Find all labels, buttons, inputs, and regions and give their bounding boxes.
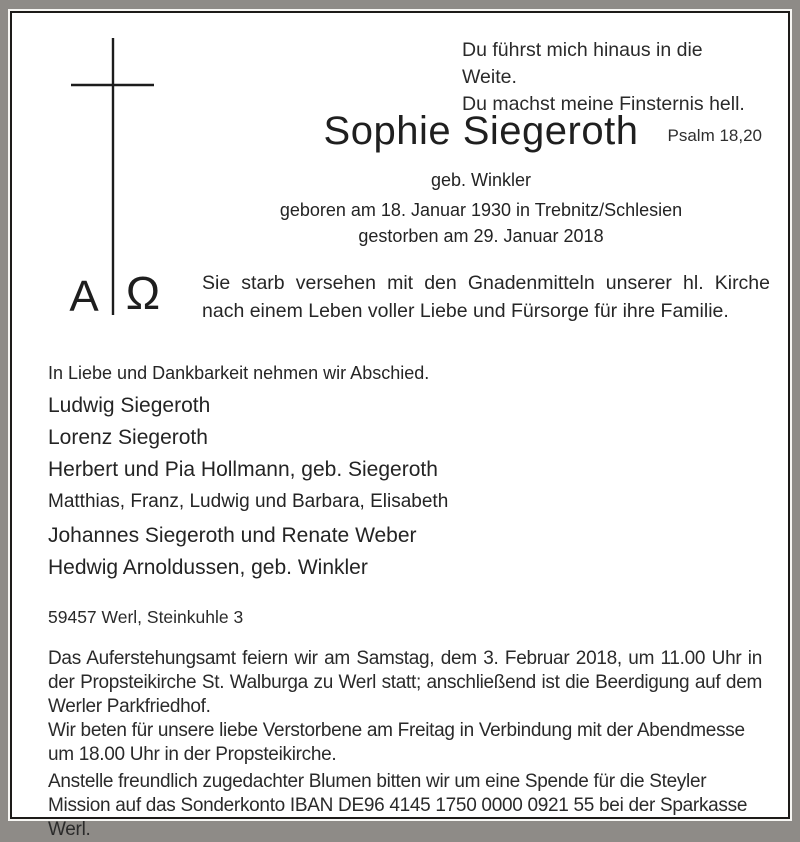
farewell-line: In Liebe und Dankbarkeit nehmen wir Abschied. <box>48 363 430 383</box>
mourners-list <box>48 394 668 588</box>
mourner-line: Lorenz Siegeroth <box>48 426 208 449</box>
intro-paragraph: Sie starb versehen mit den Gnadenmitteln unserer hl. Kirche nach einem Leben voller Liebe und Fürsorge für ihre Familie. <box>202 272 770 322</box>
birth-line: geboren am 18. Januar 1930 in Trebnitz/Schlesien <box>279 200 683 220</box>
header-block <box>192 107 770 249</box>
mourner-line: Ludwig Siegeroth <box>48 394 211 417</box>
mourner-line: Matthias, Franz, Ludwig und Barbara, Elisabeth <box>48 491 449 512</box>
funeral-service-announcement: Das Auferstehungsamt feiern wir am Samstag, dem 3. Februar 2018, um 11.00 Uhr in der Propsteikirche St. Walburga zu Werl statt; anschließend ist die Beerdigung auf dem Werler Parkfriedhof. <box>48 648 762 717</box>
maiden-name: geb. Winkler <box>430 170 532 190</box>
donation-announcement: Anstelle freundlich zugedachter Blumen bitten wir um eine Spende für die Steyler Mission auf das Sonderkonto IBAN DE96 4145 1750 0000 0921 55 bei der Sparkasse Werl. <box>48 771 748 840</box>
alpha-symbol: A <box>69 272 99 321</box>
quote-line-1: Du führst mich hinaus in die Weite. <box>462 39 703 88</box>
obituary-page <box>10 11 790 840</box>
omega-symbol: Ω <box>125 267 161 319</box>
mourner-line: Hedwig Arnoldussen, geb. Winkler <box>48 556 368 579</box>
mourner-line: Johannes Siegeroth und Renate Weber <box>48 524 417 547</box>
quote-attribution: Psalm 18,20 <box>667 126 762 145</box>
prayer-announcement: Wir beten für unsere liebe Verstorbene am Freitag in Verbindung mit der Abendmesse um 18.00 Uhr in der Propsteikirche. <box>48 720 745 765</box>
deceased-name: Sophie Siegeroth <box>323 109 639 153</box>
address-line: 59457 Werl, Steinkuhle 3 <box>48 607 244 627</box>
death-line: gestorben am 29. Januar 2018 <box>358 226 604 246</box>
mourner-line: Herbert und Pia Hollmann, geb. Siegeroth <box>48 458 438 481</box>
quote-line-2: Du machst meine Finsternis hell. <box>462 93 745 115</box>
